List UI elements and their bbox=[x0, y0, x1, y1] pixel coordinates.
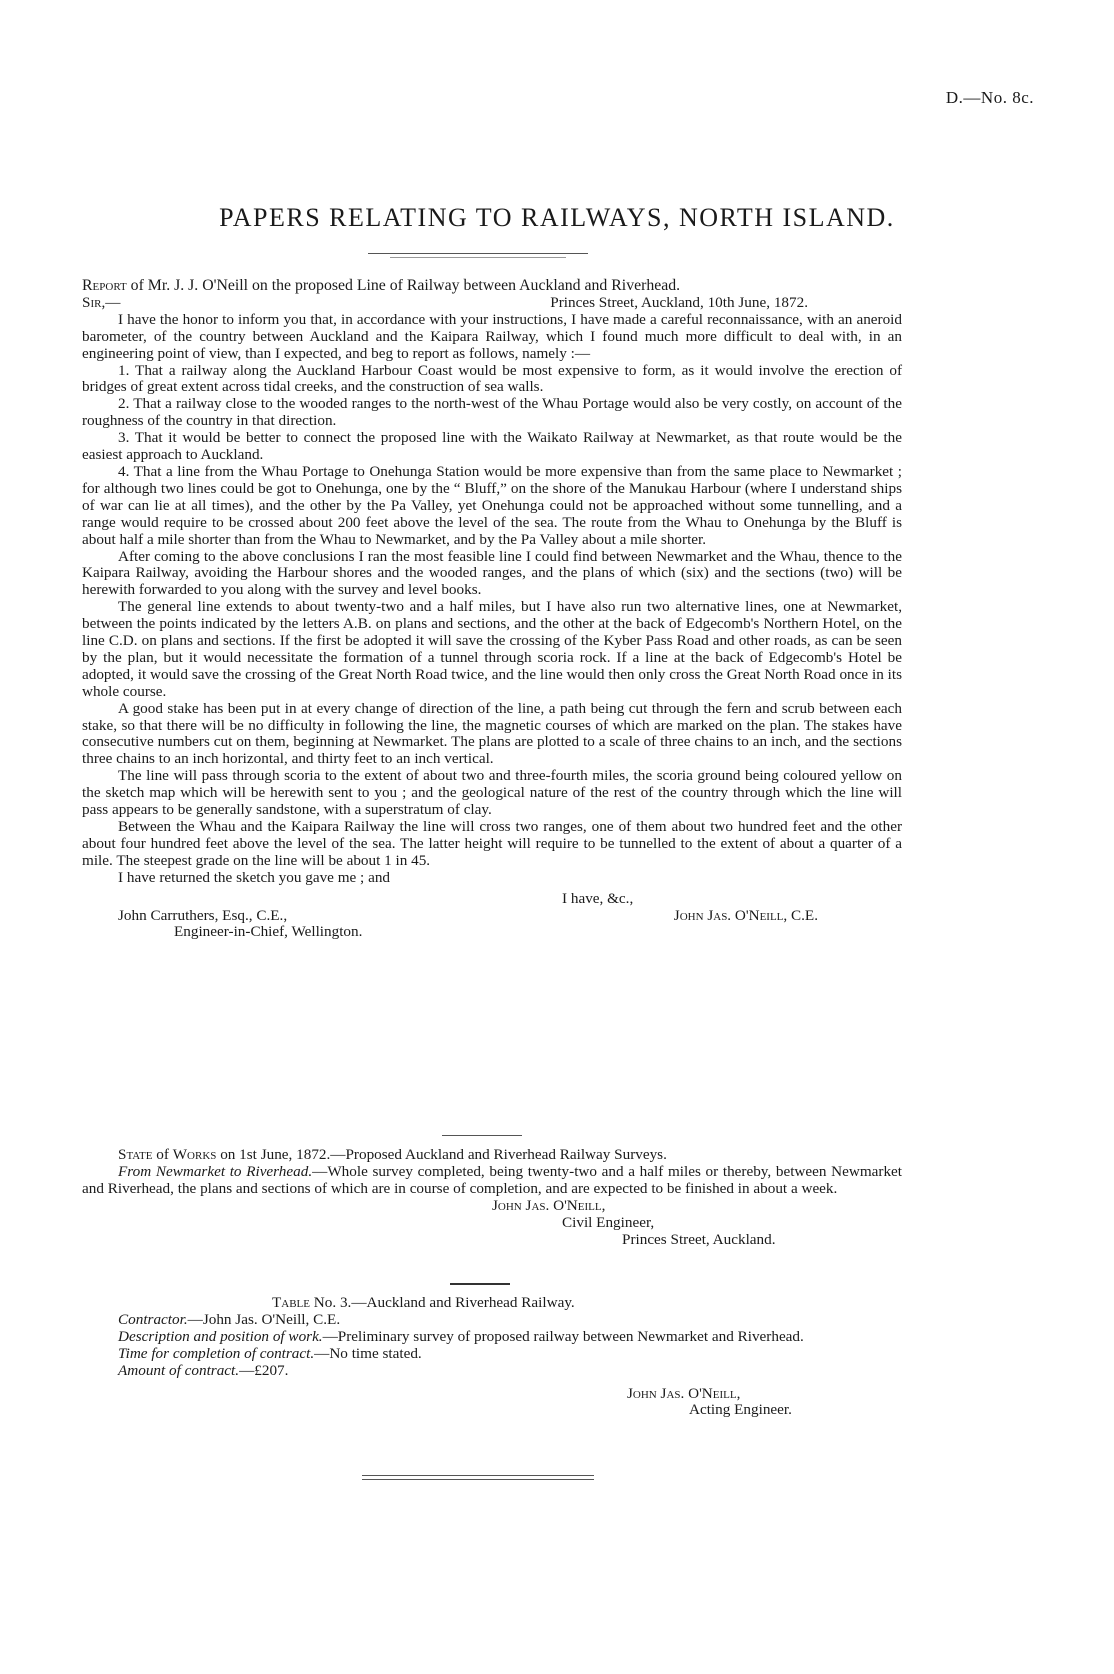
state-heading-lead: State bbox=[118, 1146, 153, 1163]
state-signature-address: Princes Street, Auckland. bbox=[622, 1230, 776, 1248]
state-heading-works: Works bbox=[172, 1146, 217, 1163]
state-body bbox=[82, 1164, 902, 1198]
report-heading-text: of Mr. J. J. O'Neill on the proposed Line of Railway between Auckland and Riverhead. bbox=[126, 277, 681, 294]
time-value: —No time stated. bbox=[314, 1344, 422, 1362]
table-heading-text: No. 3.—Auckland and Riverhead Railway. bbox=[310, 1294, 575, 1311]
document-reference: D.—No. 8c. bbox=[945, 88, 1034, 107]
table-signature-block bbox=[627, 1386, 902, 1420]
table-signature-name: John Jas. O'Neill, bbox=[627, 1384, 741, 1402]
state-subhead: From Newmarket to Riverhead. bbox=[118, 1162, 313, 1180]
section-divider-1 bbox=[442, 1135, 522, 1136]
report-paragraph-stakes: A good stake has been put in at every change of direction of the line, a path being cut through the fern and scrub between each stake, so that there will be no difficulty in following the line, the magnetic courses of which are marked on the plan. The stakes have consecutive numbers cut on them, beginning at Newmarket. The plans are plotted to a scale of three chains to an inch, and the sections three chains to an inch horizontal, and thirty feet to an inch vertical. bbox=[82, 699, 902, 768]
time-label: Time for completion of contract. bbox=[118, 1344, 315, 1362]
page-title: PAPERS RELATING TO RAILWAYS, NORTH ISLAND. bbox=[219, 203, 895, 232]
footer-divider-thin bbox=[362, 1479, 594, 1480]
footer-divider bbox=[362, 1475, 594, 1476]
report-paragraph-returned: I have returned the sketch you gave me ; and bbox=[118, 868, 391, 886]
recipient-signature-row bbox=[82, 908, 902, 925]
report-heading bbox=[82, 278, 902, 295]
recipient-line-1: John Carruthers, Esq., C.E., bbox=[118, 906, 288, 924]
salutation: Sir,— bbox=[82, 293, 121, 311]
state-of-works-section bbox=[82, 1147, 902, 1248]
table-heading-lead: Table bbox=[272, 1294, 310, 1311]
closing: I have, &c., bbox=[562, 889, 634, 907]
report-signature: John Jas. O'Neill, C.E. bbox=[673, 906, 818, 924]
report-paragraph-2: 2. That a railway close to the wooded ranges to the north-west of the Whau Portage would also be very costly, on account of the roughness of the country in that direction. bbox=[82, 395, 902, 430]
contractor-value: —John Jas. O'Neill, C.E. bbox=[187, 1310, 341, 1328]
state-signature-name: John Jas. O'Neill, bbox=[492, 1196, 606, 1214]
report-paragraph-intro: I have the honor to inform you that, in accordance with your instructions, I have made a careful reconnaissance, with an aneroid barometer, of the country between Auckland and the Kaipara Railway, which I found much more difficult to deal with, in an engineering point of view, than I expected, and beg to report as follows, namely :— bbox=[82, 310, 902, 362]
recipient-line-2: Engineer-in-Chief, Wellington. bbox=[174, 923, 363, 941]
table-signature-title: Acting Engineer. bbox=[689, 1401, 792, 1419]
description-line bbox=[82, 1329, 902, 1346]
report-section bbox=[82, 278, 902, 941]
report-heading-lead: Report bbox=[82, 277, 127, 294]
amount-value: —£207. bbox=[239, 1361, 289, 1379]
table-section bbox=[82, 1295, 902, 1419]
state-heading-text: on 1st June, 1872.—Proposed Auckland and Riverhead Railway Surveys. bbox=[216, 1146, 667, 1163]
amount-label: Amount of contract. bbox=[118, 1361, 240, 1379]
description-label: Description and position of work. bbox=[118, 1327, 323, 1345]
report-paragraph-3: 3. That it would be better to connect the proposed line with the Waikato Railway at Newmarket, as that route would be the easiest approach to Auckland. bbox=[82, 429, 902, 464]
title-divider bbox=[368, 253, 588, 254]
report-paragraph-general-line: The general line extends to about twenty-two and a half miles, but I have also run two alternative lines, one at Newmarket, between the points indicated by the letters A.B. on plans and sections, and the other at the back of Edgecomb's Northern Hotel, on the line C.D. on plans and sections. If the first be adopted it will save the crossing of the Kyber Pass Road and other roads, as can be seen by the plan, but it would necessitate the formation of a tunnel through scoria rock. If a line at the back of Edgecomb's Hotel be adopted, it would save the crossing of the Great North Road twice, and the line would then only cross the Great North Road once in its whole course. bbox=[82, 598, 902, 700]
section-divider-2 bbox=[450, 1283, 510, 1285]
contractor-label: Contractor. bbox=[118, 1310, 188, 1328]
description-value: —Preliminary survey of proposed railway between Newmarket and Riverhead. bbox=[322, 1327, 804, 1345]
state-body-text: —Whole survey completed, being twenty-two and a half miles or thereby, between Newmarket and Riverhead, the plans and sections of which are in course of completion, and are expected to be finished in about a week. bbox=[82, 1162, 902, 1197]
state-heading bbox=[82, 1147, 902, 1164]
state-signature-block bbox=[492, 1198, 902, 1249]
report-paragraph-conclusions: After coming to the above conclusions I ran the most feasible line I could find between Newmarket and the Whau, thence to the Kaipara Railway, avoiding the Harbour shores and the wooded ranges, and the plans of which (six) and the sections (two) will be herewith forwarded to you along with the survey and level books. bbox=[82, 547, 902, 599]
contractor-line bbox=[82, 1312, 902, 1329]
title-divider-thin bbox=[390, 257, 566, 258]
state-signature-title: Civil Engineer, bbox=[562, 1213, 655, 1231]
amount-line bbox=[82, 1363, 902, 1380]
time-line bbox=[82, 1346, 902, 1363]
table-heading bbox=[272, 1295, 902, 1312]
report-paragraph-1: 1. That a railway along the Auckland Harbour Coast would be most expensive to form, as it would involve the erection of bridges of great extent across tidal creeks, and the construction of sea walls. bbox=[82, 361, 902, 396]
report-paragraph-ranges: Between the Whau and the Kaipara Railway the line will cross two ranges, one of them about two hundred feet and the other about four hundred feet above the level of the sea. The latter height will require to be tunnelled to the extent of about a quarter of a mile. The steepest grade on the line will be about 1 in 45. bbox=[82, 818, 902, 869]
address-date: Princes Street, Auckland, 10th June, 1872. bbox=[550, 293, 808, 311]
state-heading-of: of bbox=[152, 1146, 173, 1163]
report-paragraph-4: 4. That a line from the Whau Portage to Onehunga Station would be more expensive than from the same place to Newmarket ; for although two lines could be got to Onehunga, one by the “ Bluff,” on the shore of the Manukau Harbour (where I understand ships of war can lie at all times), and the other by the Pa Valley, yet Onehunga could not be approached without some tunnelling, and a range would require to be crossed about 200 feet above the level of the sea. The route from the Whau to Onehunga by the Bluff is about half a mile shorter than from the Whau to Newmarket, and by the Pa Valley about a mile shorter. bbox=[82, 462, 902, 548]
report-paragraph-scoria: The line will pass through scoria to the extent of about two and three-fourth miles, the scoria ground being coloured yellow on the sketch map which will be herewith sent to you ; and the geological nature of the rest of the country through which the line will pass appears to be generally sandstone, with a superstratum of clay. bbox=[82, 767, 902, 819]
salutation-row bbox=[82, 295, 902, 312]
